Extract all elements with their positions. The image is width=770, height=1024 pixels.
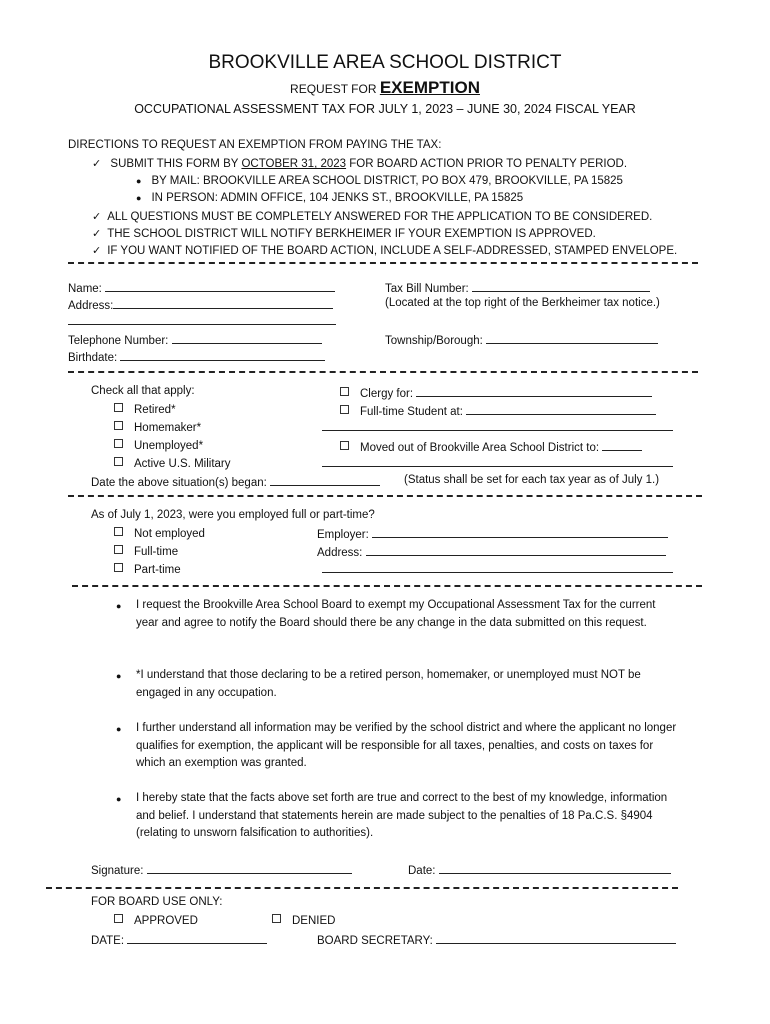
taxbill-row xyxy=(385,280,650,295)
statement-request: I request the Brookville Area School Board to exempt my Occupational Assessment Tax for the current year and agree to notify the Board should there be any change in the data submitted on this request. xyxy=(136,599,656,629)
township-row xyxy=(385,332,658,347)
signature-date-row xyxy=(408,862,671,877)
status-note: (Status shall be set for each tax year as of July 1.) xyxy=(404,474,660,486)
board-date-field[interactable] xyxy=(127,932,267,944)
request-word: EXEMPTION xyxy=(379,78,480,97)
direction-mail xyxy=(136,175,623,187)
direction-item-envelope xyxy=(92,244,677,257)
board-date-row xyxy=(91,932,267,947)
option-military xyxy=(114,457,231,470)
bullet-icon: ● xyxy=(116,671,122,681)
request-prefix: REQUEST FOR xyxy=(290,82,377,96)
employer-address-row xyxy=(317,544,666,559)
direction-item-notify xyxy=(92,227,596,240)
office-address: IN PERSON: ADMIN OFFICE, 104 JENKS ST., BROOKVILLE, PA 15825 xyxy=(151,192,524,204)
option-denied xyxy=(272,914,335,927)
birthdate-label: Birthdate: xyxy=(68,352,118,364)
fiscal-year-line: OCCUPATIONAL ASSESSMENT TAX FOR JULY 1, 2023 – JUNE 30, 2024 FISCAL YEAR xyxy=(134,102,636,116)
board-secretary-label: BOARD SECRETARY: xyxy=(317,935,433,947)
direction-item-submit xyxy=(92,157,627,170)
board-secretary-row xyxy=(317,932,676,947)
checkmark-icon: ✓ xyxy=(92,228,102,240)
situation-date-field[interactable] xyxy=(270,474,380,486)
phone-field[interactable] xyxy=(172,332,322,344)
township-label: Township/Borough: xyxy=(385,335,483,347)
moved-label: Moved out of Brookville Area School District to: xyxy=(360,442,600,454)
statement-truth: I hereby state that the facts above set forth are true and correct to the best of my knowledge, information and belief. I understand that statements herein are made subject to the penalties of 18 Pa.C.S. §4904 (relating to unsworn falsification to authorities). xyxy=(136,792,668,839)
employment-question: As of July 1, 2023, were you employed full or part-time? xyxy=(91,509,375,521)
deadline-date: OCTOBER 31, 2023 xyxy=(241,158,347,170)
military-label: Active U.S. Military xyxy=(134,458,231,470)
employer-row xyxy=(317,526,668,541)
employer-field[interactable] xyxy=(372,526,668,538)
section-divider xyxy=(68,371,698,373)
option-retired xyxy=(114,403,176,416)
clergy-field[interactable] xyxy=(416,385,652,397)
section-divider xyxy=(68,495,702,497)
clergy-checkbox[interactable] xyxy=(340,387,349,396)
taxbill-note: (Located at the top right of the Berkheimer tax notice.) xyxy=(385,297,660,309)
township-field[interactable] xyxy=(486,332,658,344)
checkmark-icon: ✓ xyxy=(92,158,102,170)
address-field-line2[interactable] xyxy=(68,313,336,325)
direction-item-text: ALL QUESTIONS MUST BE COMPLETELY ANSWERED FOR THE APPLICATION TO BE CONSIDERED. xyxy=(107,211,653,223)
homemaker-label: Homemaker* xyxy=(134,422,202,434)
student-field-line2[interactable] xyxy=(322,419,673,431)
option-clergy xyxy=(340,385,652,400)
clergy-label: Clergy for: xyxy=(360,388,414,400)
option-not-employed xyxy=(114,527,205,540)
retired-label: Retired* xyxy=(134,404,176,416)
signature-date-field[interactable] xyxy=(439,862,671,874)
name-label: Name: xyxy=(68,283,102,295)
option-moved xyxy=(340,439,642,454)
board-date-label: DATE: xyxy=(91,935,125,947)
employer-address-line2[interactable] xyxy=(322,561,673,573)
unemployed-checkbox[interactable] xyxy=(114,439,123,448)
checkmark-icon: ✓ xyxy=(92,211,102,223)
option-unemployed xyxy=(114,439,203,452)
birthdate-field[interactable] xyxy=(120,349,325,361)
bullet-icon: ● xyxy=(136,176,142,186)
board-heading: FOR BOARD USE ONLY: xyxy=(91,896,223,908)
signature-label: Signature: xyxy=(91,865,144,877)
check-all-heading: Check all that apply: xyxy=(91,385,195,397)
directions-heading: DIRECTIONS TO REQUEST AN EXEMPTION FROM PAYING THE TAX: xyxy=(68,139,442,151)
statement-occupation: *I understand that those declaring to be a retired person, homemaker, or unemployed must NOT be engaged in any occupation. xyxy=(136,669,641,699)
option-approved xyxy=(114,914,198,927)
student-checkbox[interactable] xyxy=(340,405,349,414)
employer-address-field[interactable] xyxy=(366,544,666,556)
board-secretary-field[interactable] xyxy=(436,932,676,944)
option-homemaker xyxy=(114,421,201,434)
direction-person xyxy=(136,192,523,204)
section-divider xyxy=(68,262,698,264)
direction-item-complete xyxy=(92,210,652,223)
military-checkbox[interactable] xyxy=(114,457,123,466)
full-time-label: Full-time xyxy=(134,546,179,558)
moved-checkbox[interactable] xyxy=(340,441,349,450)
taxbill-field[interactable] xyxy=(472,280,650,292)
phone-label: Telephone Number: xyxy=(68,335,169,347)
employer-address-label: Address: xyxy=(317,547,363,559)
bullet-icon: ● xyxy=(116,724,122,734)
bullet-icon: ● xyxy=(136,193,142,203)
student-label: Full-time Student at: xyxy=(360,406,463,418)
part-time-label: Part-time xyxy=(134,564,181,576)
bullet-icon: ● xyxy=(116,601,122,611)
not-employed-checkbox[interactable] xyxy=(114,527,123,536)
full-time-checkbox[interactable] xyxy=(114,545,123,554)
signature-date-label: Date: xyxy=(408,865,436,877)
option-part-time xyxy=(114,563,181,576)
direction-item-text: SUBMIT THIS FORM BY xyxy=(110,158,239,170)
phone-row xyxy=(68,332,322,347)
retired-checkbox[interactable] xyxy=(114,403,123,412)
request-line xyxy=(0,78,770,98)
address-field[interactable] xyxy=(113,297,333,309)
name-row xyxy=(68,280,335,295)
part-time-checkbox[interactable] xyxy=(114,563,123,572)
direction-item-text: IF YOU WANT NOTIFIED OF THE BOARD ACTION, INCLUDE A SELF-ADDRESSED, STAMPED ENVELOPE. xyxy=(107,245,678,257)
checkmark-icon: ✓ xyxy=(92,245,102,257)
situation-date-label: Date the above situation(s) began: xyxy=(91,477,267,489)
address-label: Address: xyxy=(68,300,114,312)
situation-date-row xyxy=(91,474,380,489)
statement-verification: I further understand all information may be verified by the school district and where the applicant no longer qualifies for exemption, the applicant will be responsible for all taxes, penalties, and costs on taxes for which an exemption was granted. xyxy=(136,722,677,769)
taxbill-label: Tax Bill Number: xyxy=(385,283,469,295)
homemaker-checkbox[interactable] xyxy=(114,421,123,430)
not-employed-label: Not employed xyxy=(134,528,205,540)
student-field[interactable] xyxy=(466,403,656,415)
form-title: BROOKVILLE AREA SCHOOL DISTRICT xyxy=(208,52,562,73)
denied-checkbox[interactable] xyxy=(272,914,281,923)
signature-row xyxy=(91,862,352,877)
birthdate-row xyxy=(68,349,325,364)
address-row xyxy=(68,297,333,312)
unemployed-label: Unemployed* xyxy=(134,440,204,452)
option-student xyxy=(340,403,656,418)
name-field[interactable] xyxy=(105,280,335,292)
moved-field-line2[interactable] xyxy=(322,455,673,467)
direction-item-text: FOR BOARD ACTION PRIOR TO PENALTY PERIOD. xyxy=(349,158,628,170)
option-full-time xyxy=(114,545,178,558)
bullet-icon: ● xyxy=(116,794,122,804)
signature-field[interactable] xyxy=(147,862,352,874)
approved-label: APPROVED xyxy=(134,915,198,927)
section-divider xyxy=(72,585,702,587)
section-divider xyxy=(46,887,678,889)
direction-item-text: THE SCHOOL DISTRICT WILL NOTIFY BERKHEIMER IF YOUR EXEMPTION IS APPROVED. xyxy=(107,228,596,240)
employer-label: Employer: xyxy=(317,529,369,541)
approved-checkbox[interactable] xyxy=(114,914,123,923)
mail-address: BY MAIL: BROOKVILLE AREA SCHOOL DISTRICT, PO BOX 479, BROOKVILLE, PA 15825 xyxy=(151,175,623,187)
moved-field[interactable] xyxy=(602,439,642,451)
denied-label: DENIED xyxy=(292,915,336,927)
